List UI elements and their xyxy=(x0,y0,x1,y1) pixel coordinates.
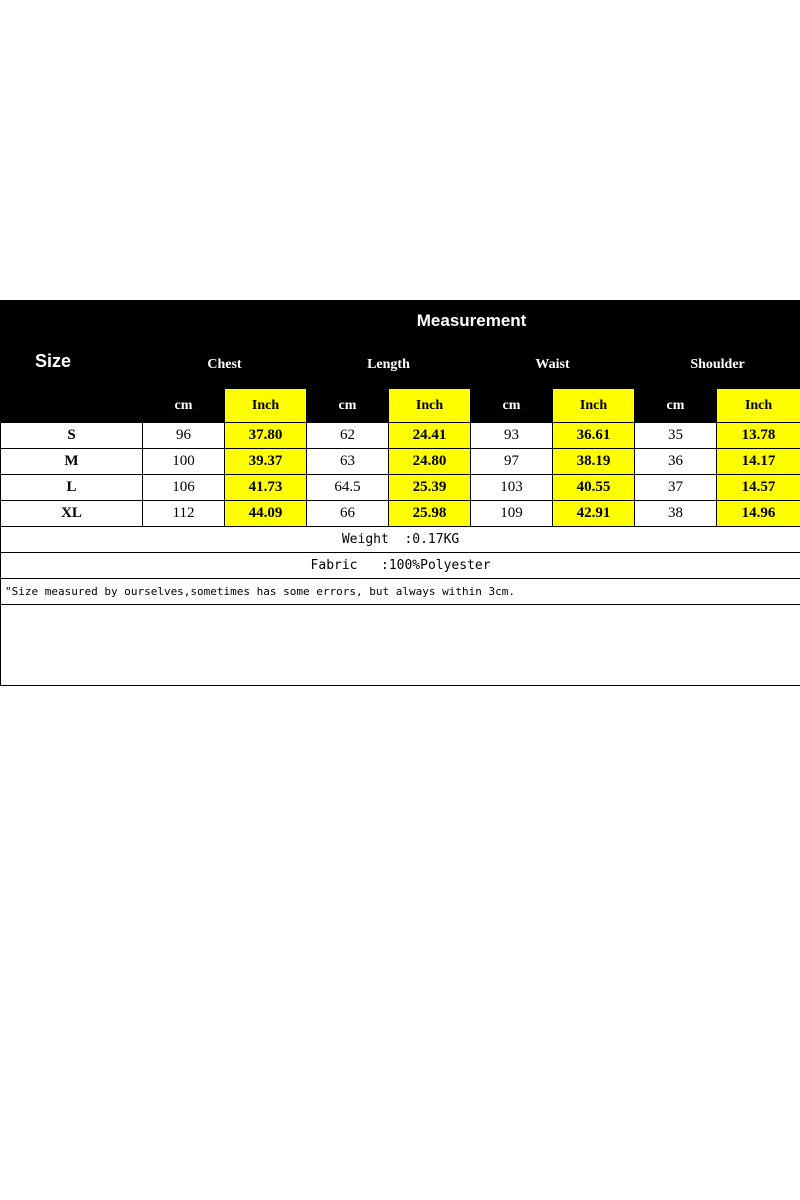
waist-inch-cell: 36.61 xyxy=(553,423,635,449)
waist-inch-cell: 42.91 xyxy=(553,501,635,527)
size-cell: M xyxy=(1,449,143,475)
shoulder-inch-cell: 13.78 xyxy=(717,423,800,449)
length-inch-cell: 25.39 xyxy=(389,475,471,501)
table-row xyxy=(1,423,800,449)
chest-cm-header: cm xyxy=(143,389,225,423)
shoulder-cm-cell: 37 xyxy=(635,475,717,501)
length-inch-header: Inch xyxy=(389,389,471,423)
shoulder-cm-cell: 35 xyxy=(635,423,717,449)
length-cm-cell: 63 xyxy=(307,449,389,475)
length-inch-cell: 25.98 xyxy=(389,501,471,527)
size-cell: S xyxy=(1,423,143,449)
waist-cm-cell: 97 xyxy=(471,449,553,475)
shoulder-inch-cell: 14.57 xyxy=(717,475,800,501)
shoulder-inch-header: Inch xyxy=(717,389,800,423)
measurement-header: Measurement xyxy=(143,301,800,342)
size-cell: XL xyxy=(1,501,143,527)
chest-cm-cell: 112 xyxy=(143,501,225,527)
length-group-header: Length xyxy=(307,342,471,389)
shoulder-inch-cell: 14.96 xyxy=(717,501,800,527)
chest-cm-cell: 100 xyxy=(143,449,225,475)
size-column-header: Size xyxy=(1,301,143,423)
fabric-row xyxy=(1,553,800,579)
note-row xyxy=(1,579,800,605)
length-inch-cell: 24.41 xyxy=(389,423,471,449)
table-row xyxy=(1,501,800,527)
waist-cm-header: cm xyxy=(471,389,553,423)
size-table xyxy=(0,300,800,686)
blank-row xyxy=(1,605,800,686)
waist-inch-header: Inch xyxy=(553,389,635,423)
shoulder-cm-cell: 36 xyxy=(635,449,717,475)
header-row-1 xyxy=(1,301,800,342)
blank-cell xyxy=(1,605,800,686)
waist-cm-cell: 109 xyxy=(471,501,553,527)
chest-inch-cell: 41.73 xyxy=(225,475,307,501)
chest-inch-header: Inch xyxy=(225,389,307,423)
length-cm-cell: 64.5 xyxy=(307,475,389,501)
waist-inch-cell: 40.55 xyxy=(553,475,635,501)
table-row xyxy=(1,475,800,501)
weight-row xyxy=(1,527,800,553)
weight-text: Weight :0.17KG xyxy=(1,527,800,553)
shoulder-cm-header: cm xyxy=(635,389,717,423)
chest-cm-cell: 106 xyxy=(143,475,225,501)
length-cm-cell: 66 xyxy=(307,501,389,527)
chest-group-header: Chest xyxy=(143,342,307,389)
length-inch-cell: 24.80 xyxy=(389,449,471,475)
waist-group-header: Waist xyxy=(471,342,635,389)
size-chart xyxy=(0,300,800,686)
length-cm-header: cm xyxy=(307,389,389,423)
shoulder-inch-cell: 14.17 xyxy=(717,449,800,475)
fabric-text: Fabric :100%Polyester xyxy=(1,553,800,579)
waist-cm-cell: 103 xyxy=(471,475,553,501)
chest-cm-cell: 96 xyxy=(143,423,225,449)
shoulder-cm-cell: 38 xyxy=(635,501,717,527)
measurement-note: "Size measured by ourselves,sometimes has some errors, but always within 3cm. xyxy=(1,579,800,605)
table-row xyxy=(1,449,800,475)
chest-inch-cell: 39.37 xyxy=(225,449,307,475)
chest-inch-cell: 44.09 xyxy=(225,501,307,527)
length-cm-cell: 62 xyxy=(307,423,389,449)
chest-inch-cell: 37.80 xyxy=(225,423,307,449)
size-cell: L xyxy=(1,475,143,501)
waist-inch-cell: 38.19 xyxy=(553,449,635,475)
shoulder-group-header: Shoulder xyxy=(635,342,800,389)
waist-cm-cell: 93 xyxy=(471,423,553,449)
